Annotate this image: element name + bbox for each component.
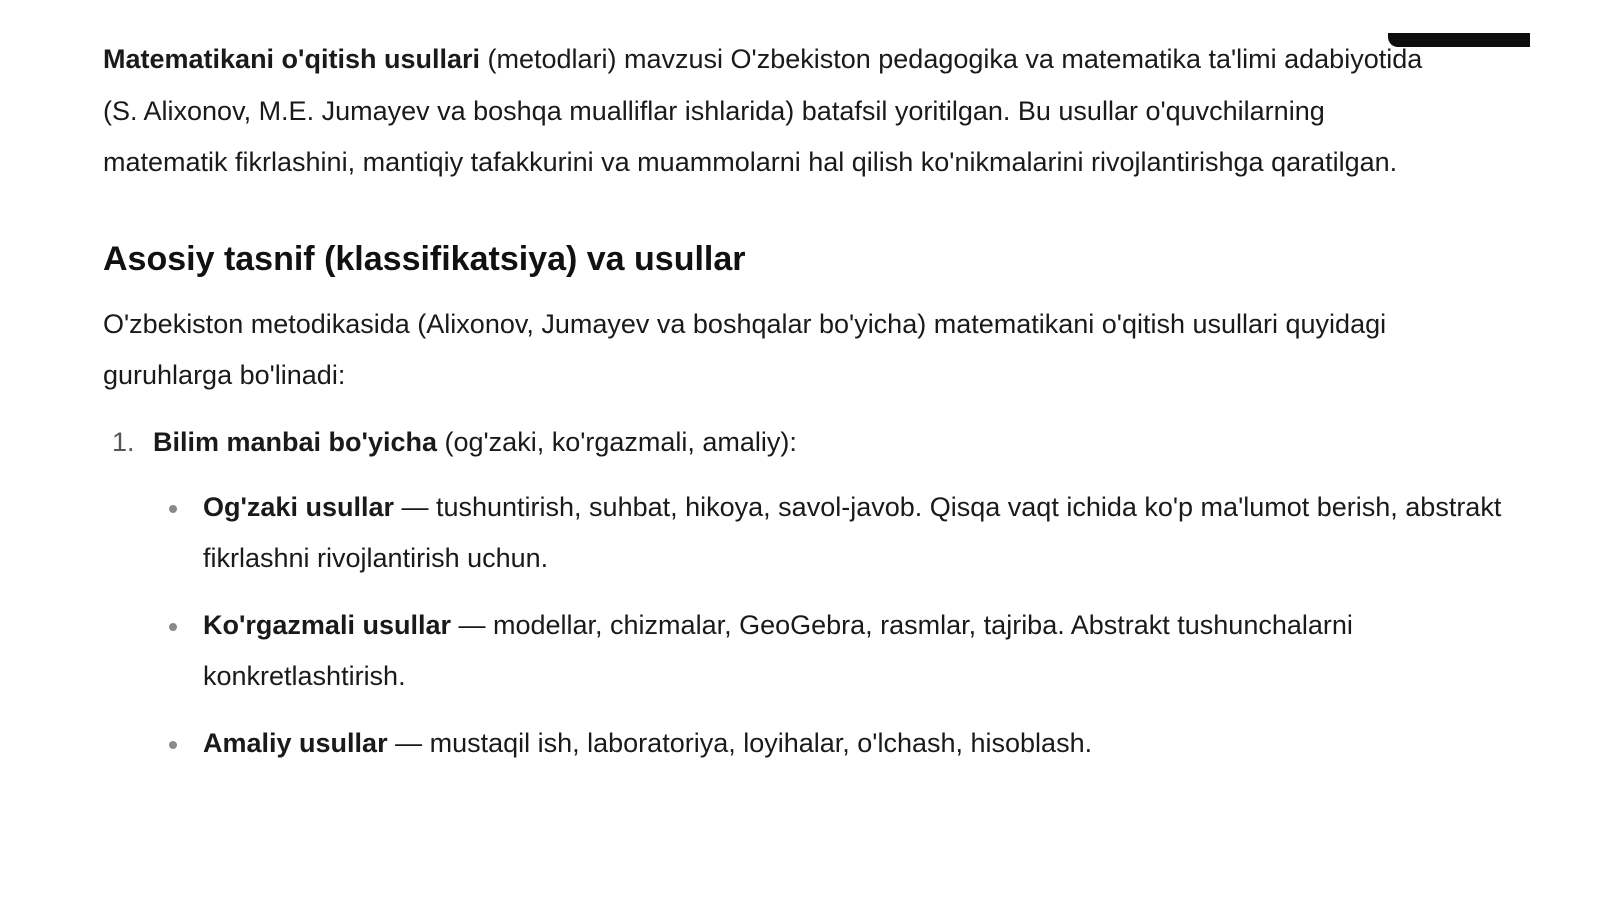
ordered-list-item [103,416,1503,468]
bullet-icon [169,623,177,631]
section-heading: Asosiy tasnif (klassifikatsiya) va usullar [103,239,746,278]
message-content [103,34,1503,784]
sub-list-item-korgazmali [203,600,1503,703]
list-item-text: (og'zaki, ko'rgazmali, amaliy): [437,426,797,457]
sub-item-bold: Ko'rgazmali usullar [203,609,451,640]
sub-item-text: — tushuntirish, suhbat, hikoya, savol-javob. Qisqa vaqt ichida ko'p ma'lumot berish, abstrakt fikrlashni rivojlantirish uchun. [203,491,1502,573]
sub-item-bold: Og'zaki usullar [203,491,394,522]
sub-item-text: — modellar, chizmalar, GeoGebra, rasmlar, tajriba. Abstrakt tushunchalarni konkretlashtirish. [203,609,1353,691]
list-number: 1. [112,426,135,457]
sub-list [103,482,1503,770]
bullet-icon [169,741,177,749]
sub-list-item-ogzaki [203,482,1503,585]
sub-item-text: — mustaqil ish, laboratoriya, loyihalar, o'lchash, hisoblash. [387,727,1093,758]
section-lead-paragraph: O'zbekiston metodikasida (Alixonov, Jumayev va boshqalar bo'yicha) matematikani o'qitish usullari quyidagi guruhlarga bo'linadi: [103,308,1387,390]
bullet-icon [169,505,177,513]
sub-list-item-amaliy [203,718,1503,770]
sub-item-bold: Amaliy usullar [203,727,388,758]
intro-bold-phrase: Matematikani o'qitish usullari [103,44,480,74]
list-item-bold: Bilim manbai bo'yicha [153,426,437,457]
intro-paragraph [103,34,1433,189]
intro-text: (metodlari) mavzusi O'zbekiston pedagogika va matematika ta'limi adabiyotida (S. Alixonov, M.E. Jumayev va boshqa mualliflar ishlarida) batafsil yoritilgan. Bu usullar o'quvchilarning matematik fikrlashini, mantiqiy tafakkurini va muammolarni hal qilish ko'nikmalarini rivojlantirishga qaratilgan. [103,44,1423,177]
